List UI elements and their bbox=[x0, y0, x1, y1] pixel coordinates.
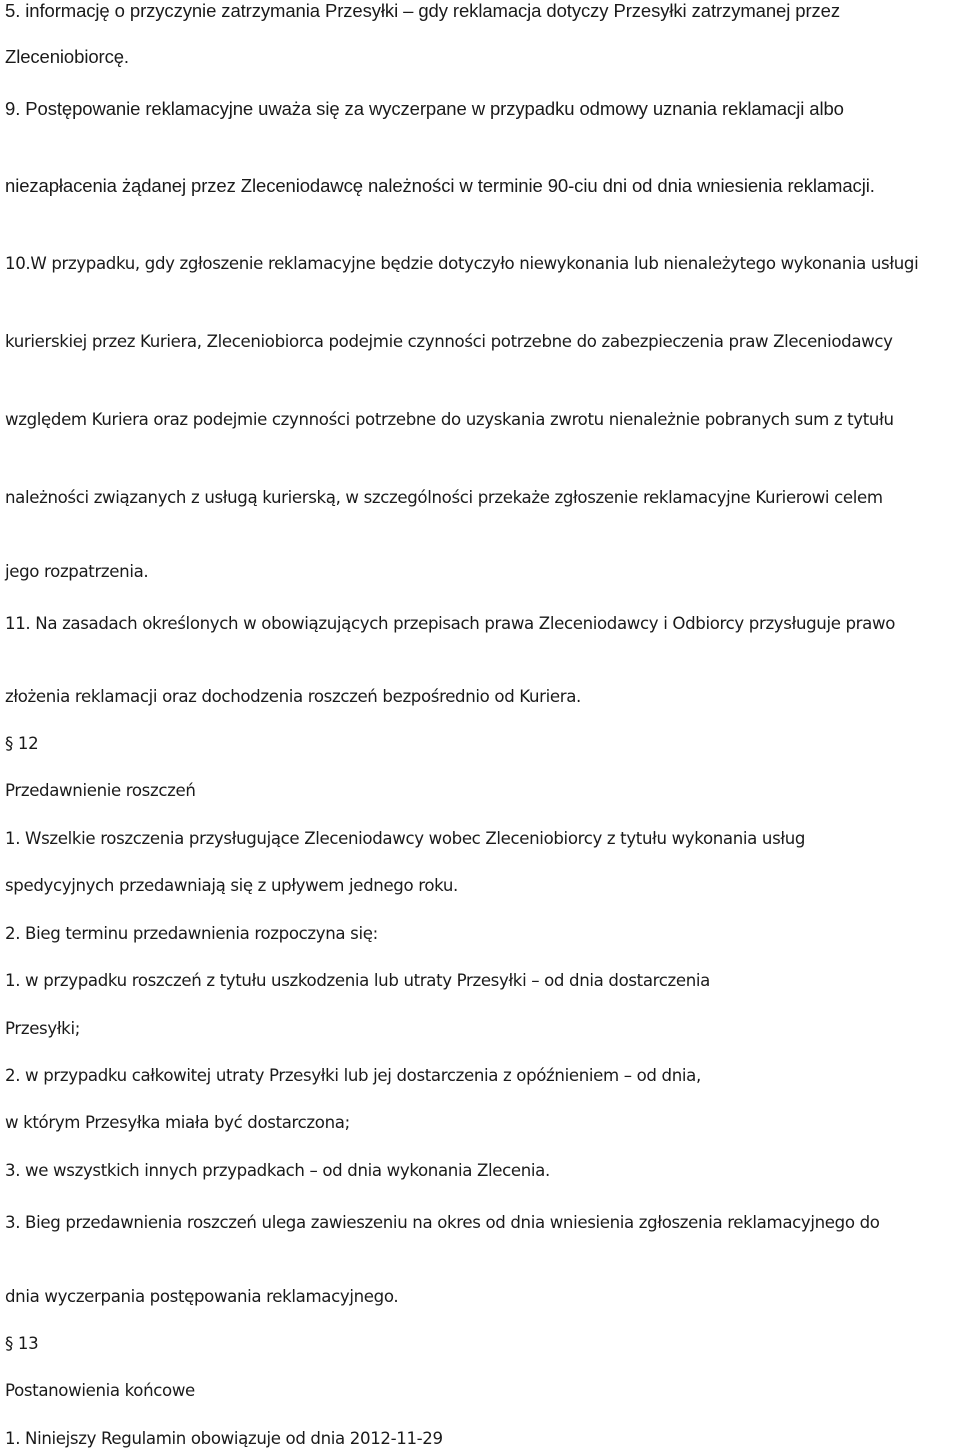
paragraph-line: 3. we wszystkich innych przypadkach – od dnia wykonania Zlecenia. bbox=[5, 1161, 550, 1180]
section-title: Postanowienia końcowe bbox=[5, 1381, 195, 1400]
section-number: § 12 bbox=[5, 734, 39, 753]
paragraph-line: kurierskiej przez Kuriera, Zleceniobiorca podejmie czynności potrzebne do zabezpieczenia praw Zleceniodawcy bbox=[5, 332, 893, 351]
paragraph-line: 5. informację o przyczynie zatrzymania Przesyłki – gdy reklamacja dotyczy Przesyłki zatrzymanej przez bbox=[5, 0, 841, 21]
section-number: § 13 bbox=[5, 1334, 39, 1353]
paragraph-line: 11. Na zasadach określonych w obowiązujących przepisach prawa Zleceniodawcy i Odbiorcy przysługuje prawo bbox=[5, 614, 895, 633]
paragraph-11 bbox=[5, 609, 955, 639]
paragraph-10 bbox=[5, 249, 955, 279]
paragraph-line: względem Kuriera oraz podejmie czynności potrzebne do uzyskania zwrotu nienależnie pobranych sum z tytułu bbox=[5, 410, 894, 429]
paragraph-line: Zleceniobiorcę. bbox=[5, 46, 129, 67]
paragraph-9 bbox=[5, 94, 945, 124]
paragraph-line: 1. Niniejszy Regulamin obowiązuje od dnia 2012-11-29 bbox=[5, 1429, 443, 1448]
paragraph-line: złożenia reklamacji oraz dochodzenia roszczeń bezpośrednio od Kuriera. bbox=[5, 687, 581, 706]
paragraph-line: jego rozpatrzenia. bbox=[5, 562, 149, 581]
paragraph-line: niezapłacenia żądanej przez Zleceniodawcę należności w terminie 90-ciu dni od dnia wniesienia reklamacji. bbox=[5, 175, 875, 196]
paragraph-line: 2. w przypadku całkowitej utraty Przesyłki lub jej dostarczenia z opóźnieniem – od dnia, bbox=[5, 1066, 701, 1085]
paragraph-line: 2. Bieg terminu przedawnienia rozpoczyna się: bbox=[5, 924, 378, 943]
paragraph-10-cont2 bbox=[5, 405, 955, 435]
paragraph-line: 1. w przypadku roszczeń z tytułu uszkodzenia lub utraty Przesyłki – od dnia dostarczenia bbox=[5, 971, 710, 990]
paragraph-9-cont bbox=[5, 171, 945, 201]
section-title: Przedawnienie roszczeń bbox=[5, 781, 196, 800]
paragraph-10-cont3 bbox=[5, 483, 955, 513]
paragraph-line: 1. Wszelkie roszczenia przysługujące Zleceniodawcy wobec Zleceniobiorcy z tytułu wykonania usług bbox=[5, 829, 806, 848]
paragraph-3 bbox=[5, 1208, 955, 1238]
paragraph-line: należności związanych z usługą kurierską, w szczególności przekaże zgłoszenie reklamacyjne Kurierowi celem bbox=[5, 488, 883, 507]
paragraph-line: 9. Postępowanie reklamacyjne uważa się za wyczerpane w przypadku odmowy uznania reklamacji albo bbox=[5, 98, 844, 119]
paragraph-line: spedycyjnych przedawniają się z upływem jednego roku. bbox=[5, 876, 458, 895]
paragraph-line: 10.W przypadku, gdy zgłoszenie reklamacyjne będzie dotyczyło niewykonania lub nienależytego wykonania usługi bbox=[5, 254, 919, 273]
paragraph-10-cont1 bbox=[5, 327, 955, 357]
paragraph-line: dnia wyczerpania postępowania reklamacyjnego. bbox=[5, 1287, 399, 1306]
paragraph-line: Przesyłki; bbox=[5, 1019, 80, 1038]
paragraph-line: 3. Bieg przedawnienia roszczeń ulega zawieszeniu na okres od dnia wniesienia zgłoszenia reklamacyjnego do bbox=[5, 1213, 880, 1232]
paragraph-line: w którym Przesyłka miała być dostarczona; bbox=[5, 1113, 350, 1132]
